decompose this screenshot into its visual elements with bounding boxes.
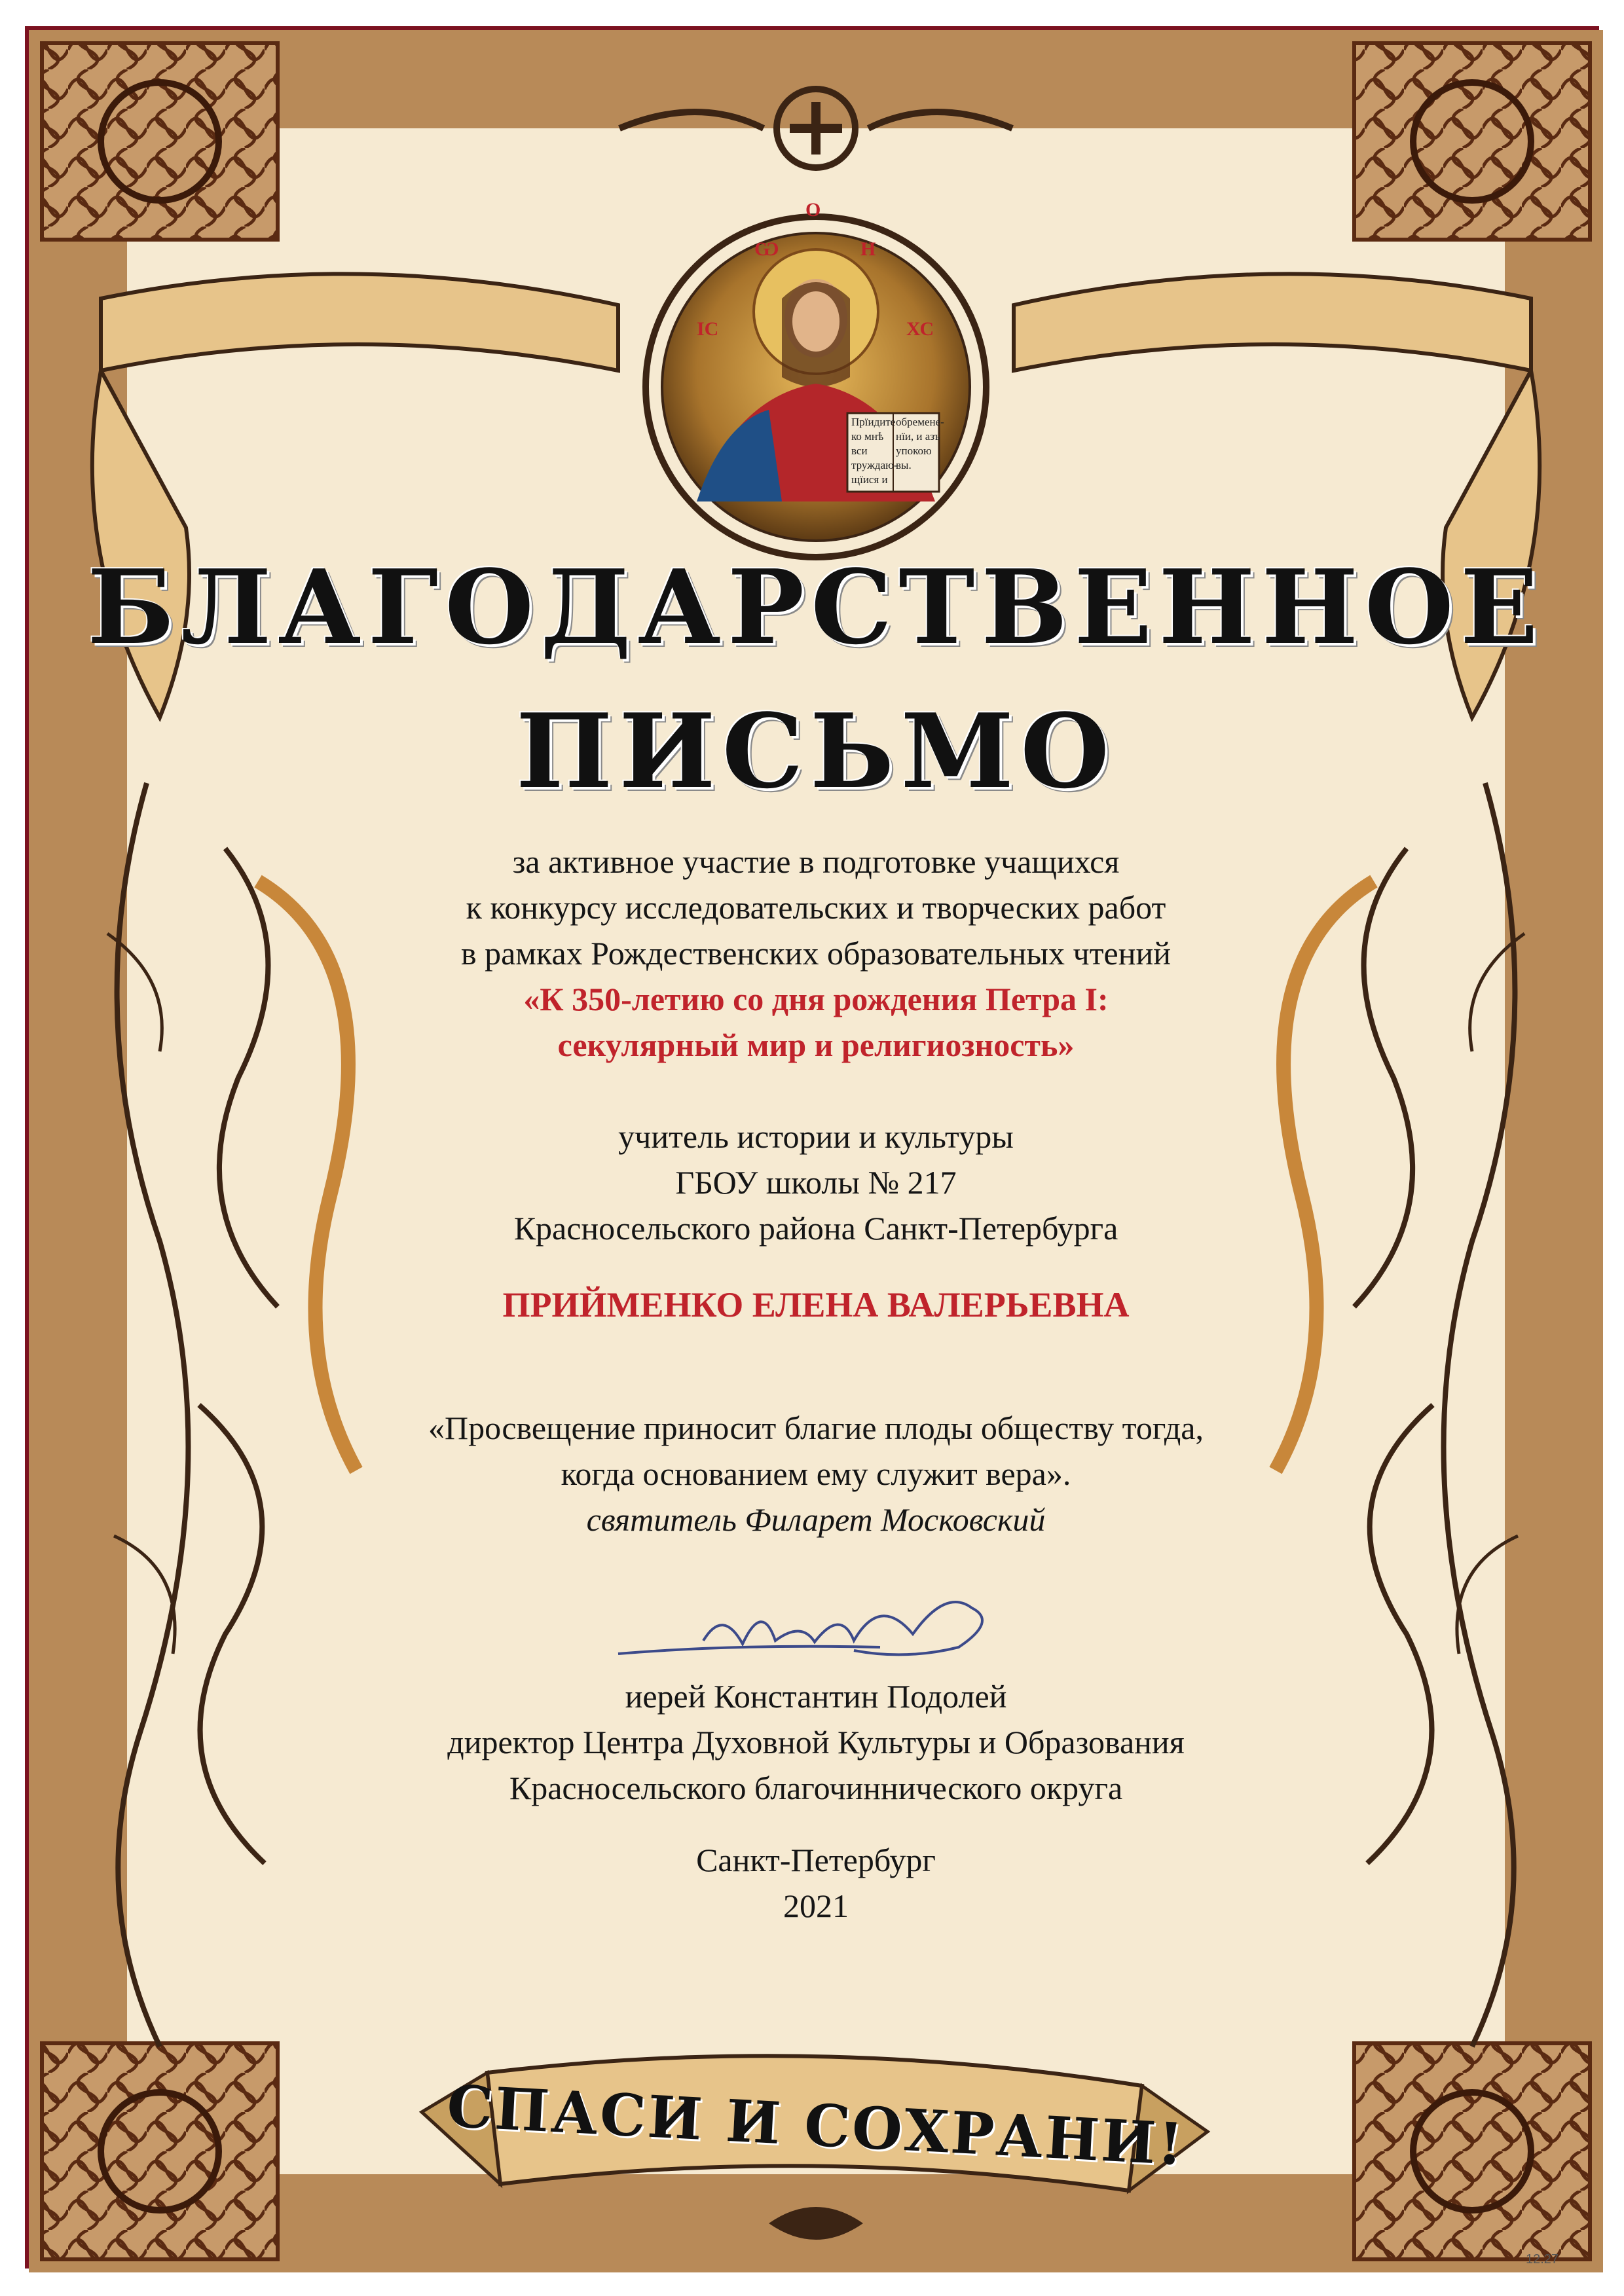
- recipient-name: ПРИЙМЕНКО ЕЛЕНА ВАЛЕРЬЕВНА: [502, 1285, 1130, 1324]
- icon-of-christ: [646, 217, 986, 557]
- corner-knot-top-right: [1354, 43, 1590, 240]
- document-title-line-1: БЛАГОДАРСТВЕННОЕ: [87, 547, 1545, 667]
- corner-knot-top-left: [42, 43, 278, 240]
- icon-monogram-ic: ІС: [697, 318, 719, 340]
- icon-letter-omega: Ѡ: [754, 238, 779, 260]
- certificate: [25, 26, 1599, 2269]
- icon-letter-o: О: [805, 199, 821, 221]
- signatory-line-3: Красносельского благочиннического округа: [509, 1770, 1123, 1806]
- purpose-line-3: в рамках Рождественских образовательных чтений: [460, 935, 1171, 972]
- document-title-line-2: ПИСЬМО: [515, 691, 1116, 811]
- icon-book-text-right: обремене- нїи, и азъ упокою вы.: [896, 416, 944, 471]
- year: 2021: [783, 1887, 849, 1924]
- signatory-line-2: директор Центра Духовной Культуры и Образования: [447, 1724, 1185, 1760]
- signature: [605, 1582, 1063, 1673]
- recipient-position-line-1: учитель истории и культуры: [618, 1118, 1014, 1155]
- theme-line-1: «К 350-летию со дня рождения Петра I:: [523, 981, 1109, 1017]
- quote-line-2: когда основанием ему служит вера».: [561, 1455, 1071, 1492]
- signatory-line-1: иерей Константин Подолей: [625, 1678, 1007, 1715]
- recipient-position-line-3: Красносельского района Санкт-Петербурга: [513, 1210, 1118, 1247]
- quote-line-1: «Просвещение приносит благие плоды обществу тогда,: [428, 1410, 1204, 1446]
- theme-line-2: секулярный мир и религиозность»: [557, 1027, 1075, 1063]
- corner-code: 12.27: [1526, 2252, 1559, 2267]
- icon-letter-n: Н: [860, 238, 876, 260]
- quote-author: святитель Филарет Московский: [586, 1501, 1046, 1538]
- icon-monogram-xc: ХС: [906, 318, 934, 340]
- recipient-position-line-2: ГБОУ школы № 217: [675, 1164, 957, 1201]
- icon-book-text-left: Прїидите ко мнѣ вси труждаю- щїися и: [851, 416, 898, 486]
- purpose-line-2: к конкурсу исследовательских и творческих работ: [466, 889, 1166, 926]
- place: Санкт-Петербург: [696, 1842, 936, 1878]
- purpose-line-1: за активное участие в подготовке учащихся: [512, 843, 1120, 880]
- motto-banner-text: СПАСИ И СОХРАНИ!: [445, 2071, 1187, 2179]
